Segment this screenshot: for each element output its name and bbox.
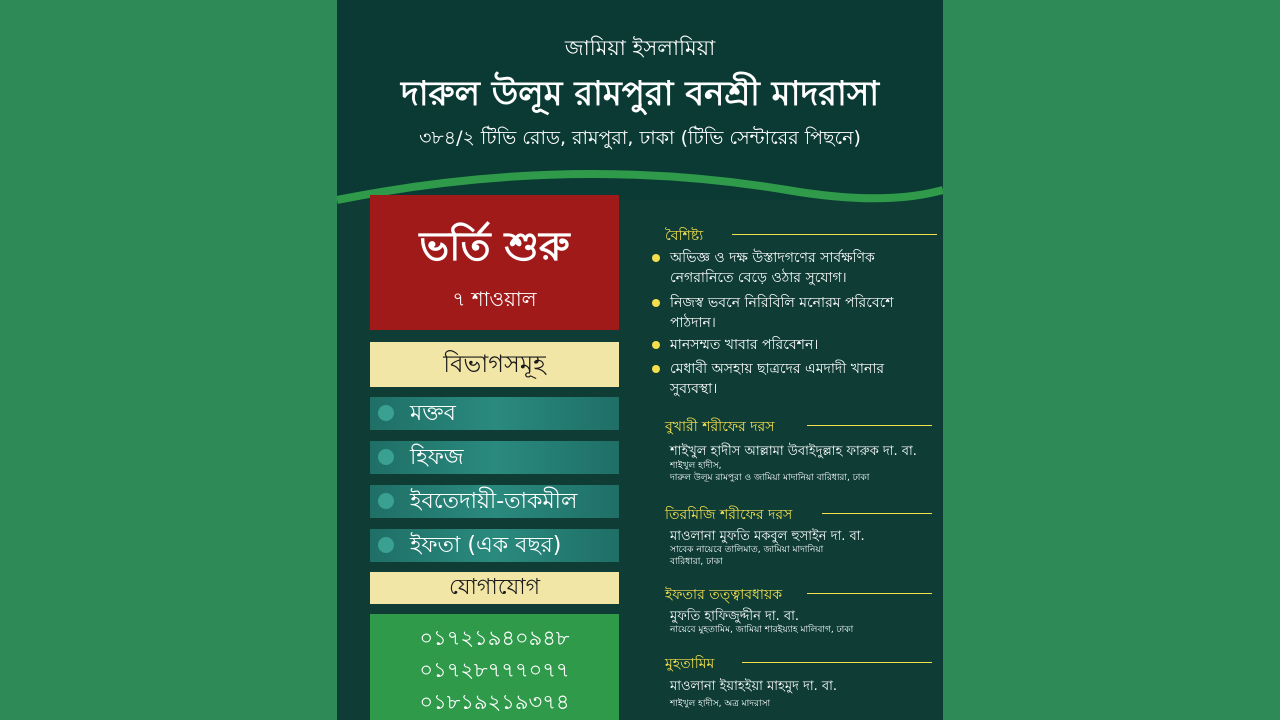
divider (822, 513, 932, 514)
ifta-supervisor-name: মুফতি হাফিজুদ্দীন দা. বা. (670, 609, 800, 624)
feature-text: নিজস্ব ভবনে নিরিবিলি মনোরম পরিবেশে পাঠদান। (670, 295, 894, 331)
muhtamim-heading: মুহতামিম (665, 656, 715, 672)
divider (807, 593, 932, 594)
bullet-dot-icon (652, 365, 660, 373)
bukhari-teacher-name: শাইখুল হাদীস আল্লামা উবাইদুল্লাহ ফারুক দা. বা. (670, 444, 917, 459)
bullet-circle-icon (378, 493, 394, 509)
muhtamim-title: শাইখুল হাদীস, অত্র মাদরাসা (670, 699, 771, 709)
contact-heading: যোগাযোগ (370, 572, 619, 604)
departments-heading: বিভাগসমূহ (370, 342, 619, 387)
phone-number: ০১৭২৮৭৭৭০৭৭ (419, 658, 570, 682)
institution-title: দারুল উলূম রামপুরা বনশ্রী মাদরাসা (400, 74, 880, 114)
ifta-supervisor-title: নায়েবে মুহতামিম, জামিয়া শারইয়্যাহ মালিবাগ, ঢাকা (670, 625, 854, 635)
phone-number: ০১৮১৯২১৯৩৭৪ (419, 690, 570, 714)
department-label: হিফজ (410, 445, 464, 470)
contact-phones (370, 614, 619, 720)
department-item (370, 397, 619, 430)
bukhari-teacher-institution: দারুল উলূম রামপুরা ও জামিয়া মাদানিয়া বারিধারা, ঢাকা (670, 473, 870, 483)
admission-title: ভর্তি শুরু (419, 224, 570, 270)
bullet-dot-icon (652, 254, 660, 262)
feature-text: মানসম্মত খাবার পরিবেশন। (670, 337, 819, 353)
admission-poster (337, 0, 943, 720)
bullet-circle-icon (378, 537, 394, 553)
bullet-dot-icon (652, 299, 660, 307)
institution-subtitle: জামিয়া ইসলামিয়া (564, 36, 716, 60)
divider (807, 425, 932, 426)
bukhari-teacher-title: শাইখুল হাদীস, (670, 461, 722, 471)
tirmizi-heading: তিরমিজি শরীফের দরস (665, 507, 793, 523)
muhtamim-name: মাওলানা ইয়াহইয়া মাহমুদ দা. বা. (670, 679, 838, 694)
ifta-heading: ইফতার তত্ত্বাবধায়ক (665, 587, 782, 603)
admission-date: ৭ শাওয়াল (452, 287, 537, 311)
feature-text: অভিজ্ঞ ও দক্ষ উস্তাদগণের সার্বক্ষণিক নেগরানিতে বেড়ে ওঠার সুযোগ। (670, 250, 875, 286)
department-label: ইফতা (এক বছর) (410, 533, 562, 558)
department-item (370, 441, 619, 474)
institution-address: ৩৮৪/২ টিভি রোড, রামপুরা, ঢাকা (টিভি সেন্টারের পিছনে) (419, 127, 861, 149)
feature-text: মেধাবী অসহায় ছাত্রদের এমদাদী খানার সুব্যবস্থা। (670, 361, 885, 397)
bullet-circle-icon (378, 405, 394, 421)
tirmizi-teacher-name: মাওলানা মুফতি মকবুল হুসাইন দা. বা. (670, 529, 865, 544)
admission-banner (370, 195, 619, 330)
divider (732, 234, 937, 235)
bullet-dot-icon (652, 341, 660, 349)
department-label: মক্তব (410, 401, 456, 426)
divider (742, 662, 932, 663)
department-label: ইবতেদায়ী-তাকমীল (410, 489, 578, 514)
tirmizi-teacher-institution: বারিধারা, ঢাকা (670, 557, 723, 567)
tirmizi-teacher-title: সাবেক নায়েবে তালিমাত, জামিয়া মাদানিয়া (670, 545, 824, 555)
bukhari-heading: বুখারী শরীফের দরস (665, 419, 775, 435)
department-item (370, 529, 619, 562)
phone-number: ০১৭২১৯৪০৯৪৮ (419, 626, 570, 650)
department-item (370, 485, 619, 518)
bullet-circle-icon (378, 449, 394, 465)
features-heading: বৈশিষ্ট্য (665, 228, 704, 244)
